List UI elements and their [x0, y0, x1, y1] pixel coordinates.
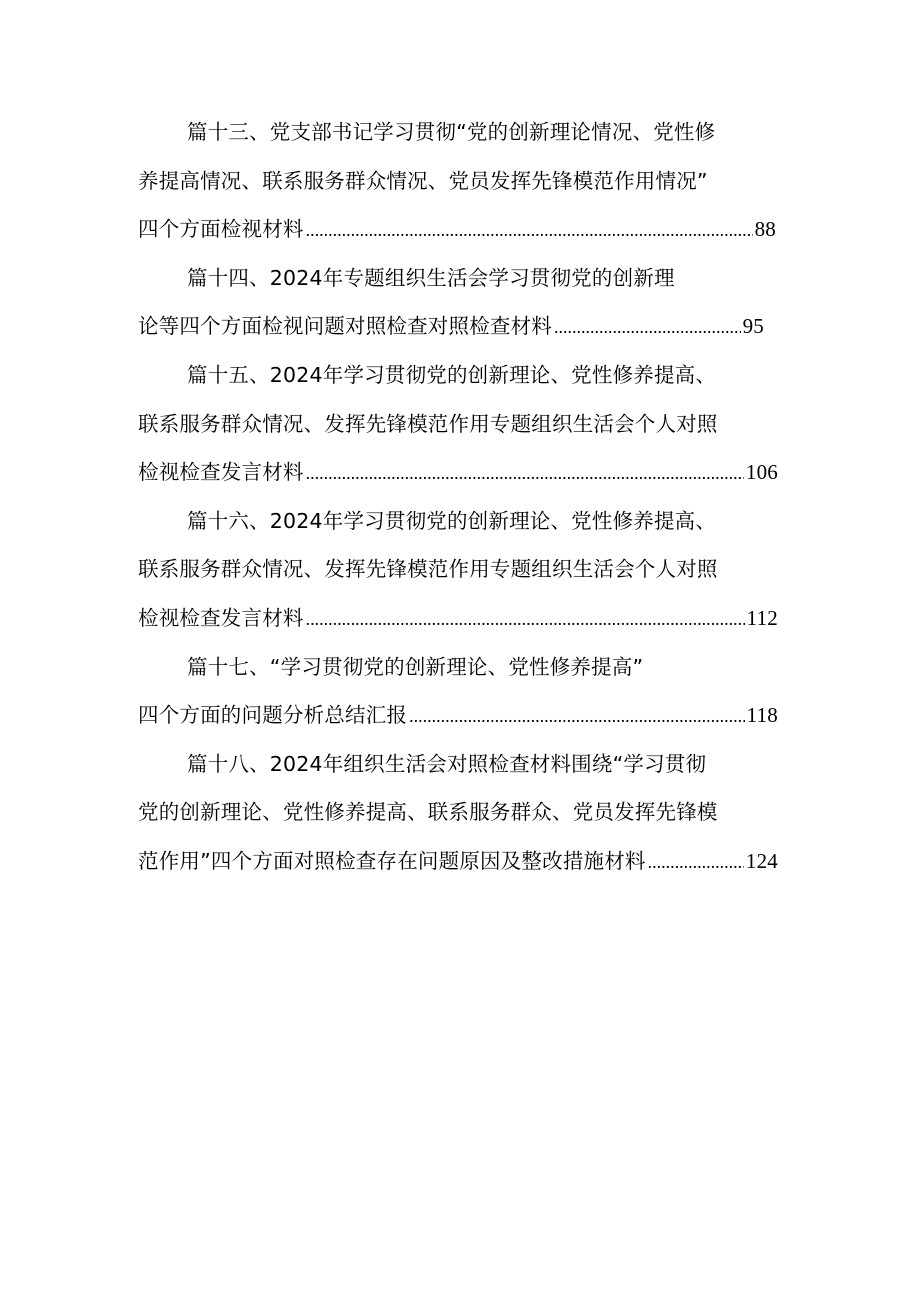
toc-entry-last-line	[138, 691, 778, 740]
toc-entry-last-line	[138, 448, 778, 497]
toc-entry-title-end: 论等四个方面检视问题对照检查对照检查材料	[138, 314, 552, 339]
toc-entry-title: 篇十四、2024年专题组织生活会学习贯彻党的创新理	[187, 265, 675, 290]
toc-entry-last-line	[138, 302, 764, 351]
toc-entry-title: 篇十八、2024年组织生活会对照检查材料围绕“学习贯彻	[187, 751, 707, 776]
dot-leader	[648, 838, 744, 886]
toc-entry-last-line	[138, 837, 778, 886]
toc-entry-title: 篇十五、2024年学习贯彻党的创新理论、党性修养提高、	[187, 362, 717, 387]
page-number: 118	[746, 703, 778, 728]
toc-entry[interactable]	[138, 254, 788, 351]
toc-entry[interactable]	[138, 643, 788, 740]
dot-leader	[306, 449, 744, 497]
toc-entry[interactable]	[138, 497, 788, 643]
page-number: 95	[742, 314, 764, 339]
toc-entry-last-line	[138, 205, 776, 254]
dot-leader	[306, 206, 753, 254]
toc-entry[interactable]	[138, 351, 788, 497]
toc-entry[interactable]	[138, 108, 788, 254]
toc-entry-title-continued: 联系服务群众情况、发挥先锋模范作用专题组织生活会个人对照	[138, 557, 718, 582]
page-number: 112	[746, 605, 778, 630]
toc-entry-title: 篇十六、2024年学习贯彻党的创新理论、党性修养提高、	[187, 508, 717, 533]
toc-entry-title: 篇十三、党支部书记学习贯彻“党的创新理论情况、党性修	[187, 120, 716, 144]
dot-leader	[306, 595, 745, 643]
toc-entry-title-end: 检视检查发言材料	[138, 605, 304, 630]
page-number: 124	[745, 848, 778, 873]
toc-entry-title-end: 四个方面的问题分析总结汇报	[138, 703, 408, 728]
dot-leader	[554, 303, 741, 351]
dot-leader	[409, 692, 745, 740]
toc-entry-title-end: 检视检查发言材料	[138, 460, 304, 485]
toc-entry-title-continued: 联系服务群众情况、发挥先锋模范作用专题组织生活会个人对照	[138, 411, 718, 436]
toc-entry-title-end: 四个方面检视材料	[138, 217, 304, 242]
table-of-contents	[138, 108, 788, 886]
page-number: 88	[754, 217, 776, 242]
toc-entry-title-continued: 党的创新理论、党性修养提高、联系服务群众、党员发挥先锋模	[138, 800, 718, 825]
toc-entry[interactable]	[138, 740, 788, 886]
toc-entry-last-line	[138, 594, 778, 643]
toc-entry-title-end: 范作用”四个方面对照检查存在问题原因及整改措施材料	[138, 848, 646, 873]
toc-entry-title: 篇十七、“学习贯彻党的创新理论、党性修养提高”	[187, 654, 644, 679]
toc-entry-title-continued: 养提高情况、联系服务群众情况、党员发挥先锋模范作用情况”	[138, 168, 708, 193]
page-number: 106	[745, 460, 778, 485]
